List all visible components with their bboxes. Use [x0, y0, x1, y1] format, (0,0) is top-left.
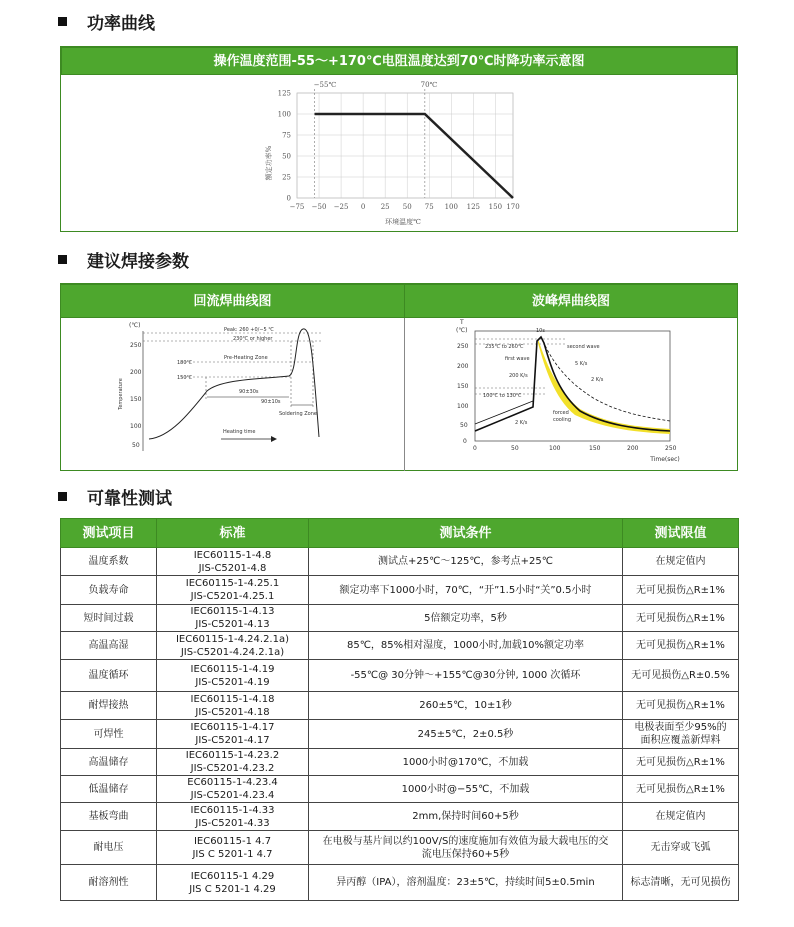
standard-iec: IEC60115-1 4.7 [193, 835, 272, 847]
power-xtick: 170 [506, 203, 520, 211]
test-item-cell [61, 776, 157, 803]
power-xtick: 125 [466, 203, 481, 211]
test-item: 基板弯曲 [88, 811, 129, 822]
table-row [61, 605, 739, 632]
standard-cell [157, 660, 309, 692]
power-xtick: −75 [289, 203, 305, 211]
marker-low-label: −55℃ [313, 81, 337, 89]
standard-iec: IEC60115-1-4.19 [190, 663, 275, 675]
wave-main-curve [475, 337, 670, 431]
test-item: 耐电压 [93, 842, 124, 853]
power-xtick: −25 [333, 203, 349, 211]
reflow-heating: Heating time [223, 429, 256, 435]
section-title-solder [58, 247, 189, 272]
wave-5ks: 5 K/s [575, 361, 588, 367]
standard-cell [157, 548, 309, 576]
wave-2ks-b: 2 K/s [515, 420, 528, 426]
power-curve-panel [60, 46, 738, 232]
condition-text: 260±5℃，10±1秒 [419, 700, 512, 711]
standard-cell [157, 632, 309, 660]
table-row [61, 632, 739, 660]
limit-cell [623, 803, 739, 831]
power-xtick: 0 [360, 203, 366, 211]
power-xlabel: 环境温度℃ [385, 218, 421, 226]
power-ytick: 75 [282, 131, 291, 140]
reflow-ytick: 150 [130, 396, 142, 403]
limit-cell [623, 720, 739, 749]
standard-iec: IEC60115-1 4.29 [190, 870, 275, 882]
wave-xtick: 150 [589, 445, 601, 452]
limit-text: 无可见损伤△R±1% [636, 756, 725, 768]
reflow-150: 150℃ [177, 375, 193, 381]
wave-first: first wave [505, 356, 530, 362]
condition-cell [309, 776, 623, 803]
standard-iec: IEC60115-1-4.33 [190, 804, 275, 816]
power-ytick: 0 [286, 194, 291, 203]
standard-iec: IEC60115-1-4.24.2.1a) [175, 633, 290, 645]
table-row [61, 831, 739, 865]
reflow-span1: 90±30s [239, 389, 259, 395]
standard-jis: JIS-C5201-4.25.1 [190, 591, 275, 602]
standard-cell [157, 605, 309, 632]
wave-2ks-a: 2 K/s [591, 377, 604, 383]
reflow-preheat: Pre-Heating Zone [224, 355, 268, 361]
test-item: 耐焊接热 [88, 700, 129, 711]
standard-jis: JIS-C5201-4.17 [195, 735, 270, 746]
wave-profile-chart [405, 319, 738, 471]
wave-dashed-curve [543, 341, 670, 421]
column-header: 测试项目 [61, 519, 157, 548]
limit-text: 无可见损伤△R±1% [636, 783, 725, 795]
standard-jis: JIS-C5201-4.8 [198, 562, 267, 574]
section-title-text: 建议焊接参数 [87, 252, 189, 272]
standard-jis: JIS-C5201-4.13 [195, 619, 270, 630]
limit-text: 标志清晰，无可见损伤 [630, 877, 731, 888]
reflow-ytick: 200 [130, 369, 142, 376]
power-ytick: 50 [282, 152, 291, 161]
test-item-cell [61, 576, 157, 605]
table-row [61, 548, 739, 576]
column-header: 标准 [157, 519, 309, 548]
condition-text: 1000小时@−55℃，不加载 [401, 783, 530, 795]
power-xtick: 50 [402, 203, 412, 211]
reflow-curve [149, 329, 319, 439]
table-row [61, 576, 739, 605]
wave-xtick: 50 [511, 445, 519, 452]
limit-text: 无可见损伤△R±1% [636, 612, 725, 624]
standard-iec: IEC60115-1-4.17 [190, 722, 275, 733]
reflow-profile-chart [61, 319, 403, 471]
power-derating-chart [61, 75, 737, 231]
standard-iec: IEC60115-1-4.23.2 [185, 750, 280, 761]
power-xtick: 25 [380, 203, 390, 211]
condition-cell [309, 865, 623, 901]
standard-jis: JIS-C5201-4.18 [195, 706, 270, 718]
test-item-cell [61, 632, 157, 660]
limit-text: 无可见损伤△R±1% [636, 700, 725, 711]
square-bullet-icon [58, 17, 67, 26]
condition-cell [309, 660, 623, 692]
column-header: 测试限值 [623, 519, 739, 548]
section-title-reliability [58, 484, 172, 509]
test-item-cell [61, 749, 157, 776]
wave-range235: 235℃ to 260℃ [485, 344, 524, 350]
test-item: 负载寿命 [88, 584, 129, 596]
standard-iec: EC60115-1-4.23.4 [187, 777, 278, 788]
condition-text: 1000小时@170℃，不加载 [402, 756, 529, 768]
section-title-text: 可靠性测试 [87, 489, 172, 509]
power-ytick: 125 [277, 89, 291, 98]
power-xtick: 100 [444, 203, 458, 211]
wave-xtick: 100 [549, 445, 561, 452]
reliability-table [60, 518, 739, 901]
standard-jis: JIS-C5201-4.23.4 [190, 790, 275, 801]
standard-iec: IEC60115-1-4.8 [193, 549, 272, 561]
test-item-cell [61, 720, 157, 749]
test-item: 高温储存 [88, 756, 129, 768]
limit-text-line2: 面积应覆盖新焊料 [640, 735, 721, 746]
power-ylabel: 额定功率% [265, 145, 273, 181]
wave-forced: forced [553, 410, 569, 416]
marker-high-label: 70℃ [420, 81, 438, 89]
condition-cell [309, 576, 623, 605]
standard-jis: JIS C 5201-1 4.7 [192, 848, 273, 860]
wave-ytick: 250 [457, 343, 469, 350]
limit-cell [623, 692, 739, 720]
table-row [61, 803, 739, 831]
power-xtick: 75 [424, 203, 434, 211]
standard-cell [157, 776, 309, 803]
wave-10s: 10s [536, 328, 545, 334]
test-item-cell [61, 692, 157, 720]
power-plot-frame [297, 93, 513, 198]
wave-200ks: 200 K/s [509, 373, 528, 379]
limit-text: 无可见损伤△R±1% [636, 584, 725, 596]
reflow-230: 230℃ or higher [233, 336, 273, 342]
condition-cell [309, 831, 623, 865]
wave-header: 波峰焊曲线图 [404, 284, 738, 318]
standard-cell [157, 720, 309, 749]
power-ytick: 100 [277, 110, 291, 119]
condition-text-line2: 流电压保持60+5秒 [421, 848, 510, 860]
standard-iec: IEC60115-1-4.25.1 [185, 578, 280, 589]
reflow-header: 回流焊曲线图 [60, 284, 405, 318]
table-row [61, 660, 739, 692]
test-item: 温度循环 [88, 670, 129, 681]
test-item-cell [61, 548, 157, 576]
power-xtick: 150 [488, 203, 503, 211]
wave-ytick: 200 [457, 363, 469, 370]
limit-cell [623, 776, 739, 803]
standard-jis: JIS-C5201-4.19 [195, 676, 270, 688]
standard-cell [157, 749, 309, 776]
limit-text: 无可见损伤△R±0.5% [631, 670, 730, 681]
limit-cell [623, 660, 739, 692]
limit-cell [623, 749, 739, 776]
standard-cell [157, 865, 309, 901]
limit-text: 无击穿或飞弧 [650, 842, 711, 853]
limit-cell [623, 548, 739, 576]
standard-cell [157, 692, 309, 720]
reflow-ytick: 100 [130, 423, 142, 430]
condition-cell [309, 749, 623, 776]
test-item: 低温储存 [88, 783, 129, 795]
condition-text: -55℃@ 30分钟～+155℃@30分钟, 1000 次循环 [350, 670, 581, 681]
standard-cell [157, 803, 309, 831]
condition-text: 在电极与基片间以约100V/S的速度施加有效值为最大载电压的交 [322, 835, 609, 847]
reflow-ylabel: Temperature [118, 378, 124, 410]
condition-text: 5倍额定功率，5秒 [424, 612, 507, 624]
reflow-unit: (℃) [129, 322, 141, 329]
limit-cell [623, 605, 739, 632]
power-ytick: 25 [282, 173, 291, 182]
wave-cooling: cooling [553, 417, 571, 423]
test-item: 温度系数 [88, 556, 129, 567]
wave-range100: 100℃ to 130℃ [483, 393, 522, 399]
wave-unit: (℃) [456, 327, 468, 334]
standard-iec: IEC60115-1-4.18 [190, 693, 275, 705]
condition-text: 异丙醇（IPA），溶剂温度：23±5℃，持续时间5±0.5min [336, 877, 595, 888]
limit-text: 在规定值内 [655, 556, 706, 567]
arrow-right-icon [271, 436, 277, 442]
test-item-cell [61, 831, 157, 865]
condition-text: 2mm,保持时间60+5秒 [412, 811, 519, 822]
table-row [61, 776, 739, 803]
limit-cell [623, 831, 739, 865]
standard-jis: JIS-C5201-4.23.2 [190, 763, 275, 774]
wave-ytick: 150 [457, 383, 469, 390]
reflow-ytick: 50 [132, 442, 140, 449]
condition-text: 测试点+25℃～125℃，参考点+25℃ [378, 556, 553, 567]
condition-text: 额定功率下1000小时，70℃，“开”1.5小时“关”0.5小时 [339, 584, 592, 596]
table-row [61, 692, 739, 720]
reflow-soldering: Soldering Zone [279, 411, 317, 417]
wave-xtick: 0 [473, 445, 477, 452]
limit-cell [623, 576, 739, 605]
test-item: 高温高湿 [88, 640, 129, 651]
condition-cell [309, 605, 623, 632]
wave-xlabel: Time(sec) [650, 456, 680, 463]
power-xtick: −50 [311, 203, 327, 211]
limit-cell [623, 865, 739, 901]
test-item-cell [61, 803, 157, 831]
limit-text: 在规定值内 [655, 811, 706, 822]
condition-cell [309, 720, 623, 749]
wave-ytick: 100 [457, 403, 469, 410]
condition-text: 245±5℃，2±0.5秒 [417, 728, 514, 740]
condition-cell [309, 692, 623, 720]
standard-jis: JIS-C5201-4.33 [195, 817, 270, 829]
solder-panel [60, 283, 738, 471]
standard-iec: IEC60115-1-4.13 [190, 606, 275, 617]
condition-cell [309, 632, 623, 660]
limit-text: 无可见损伤△R±1% [636, 640, 725, 651]
limit-cell [623, 632, 739, 660]
wave-second: second wave [567, 344, 600, 350]
table-header-row [61, 519, 739, 548]
test-item: 耐溶剂性 [88, 877, 129, 888]
reflow-180: 180℃ [177, 360, 193, 366]
square-bullet-icon [58, 492, 67, 501]
standard-jis: JIS C 5201-1 4.29 [189, 883, 276, 895]
standard-cell [157, 831, 309, 865]
wave-xtick: 250 [665, 445, 677, 452]
section-title-power [58, 9, 155, 34]
column-header: 测试条件 [309, 519, 623, 548]
test-item-cell [61, 865, 157, 901]
condition-cell [309, 548, 623, 576]
reflow-span2: 90±10s [261, 399, 281, 405]
test-item: 短时间过载 [83, 612, 134, 624]
standard-jis: JIS-C5201-4.24.2.1a) [180, 646, 285, 658]
test-item: 可焊性 [93, 728, 124, 740]
wave-t: T [460, 319, 464, 326]
wave-ytick: 0 [463, 438, 467, 445]
test-item-cell [61, 605, 157, 632]
reflow-peak: Peak: 260 +0/−5 ℃ [224, 327, 274, 333]
table-row [61, 720, 739, 749]
section-title-text: 功率曲线 [87, 14, 155, 34]
condition-cell [309, 803, 623, 831]
standard-cell [157, 576, 309, 605]
square-bullet-icon [58, 255, 67, 264]
reflow-ytick: 250 [130, 342, 142, 349]
table-row [61, 865, 739, 901]
wave-ytick: 50 [460, 422, 468, 429]
condition-text: 85℃，85%相对湿度，1000小时,加载10%额定功率 [346, 640, 585, 651]
power-curve-banner: 操作温度范围-55～+170℃电阻温度达到70℃时降功率示意图 [61, 47, 737, 75]
limit-text: 电极表面至少95%的 [634, 722, 727, 733]
test-item-cell [61, 660, 157, 692]
table-row [61, 749, 739, 776]
wave-xtick: 200 [627, 445, 639, 452]
